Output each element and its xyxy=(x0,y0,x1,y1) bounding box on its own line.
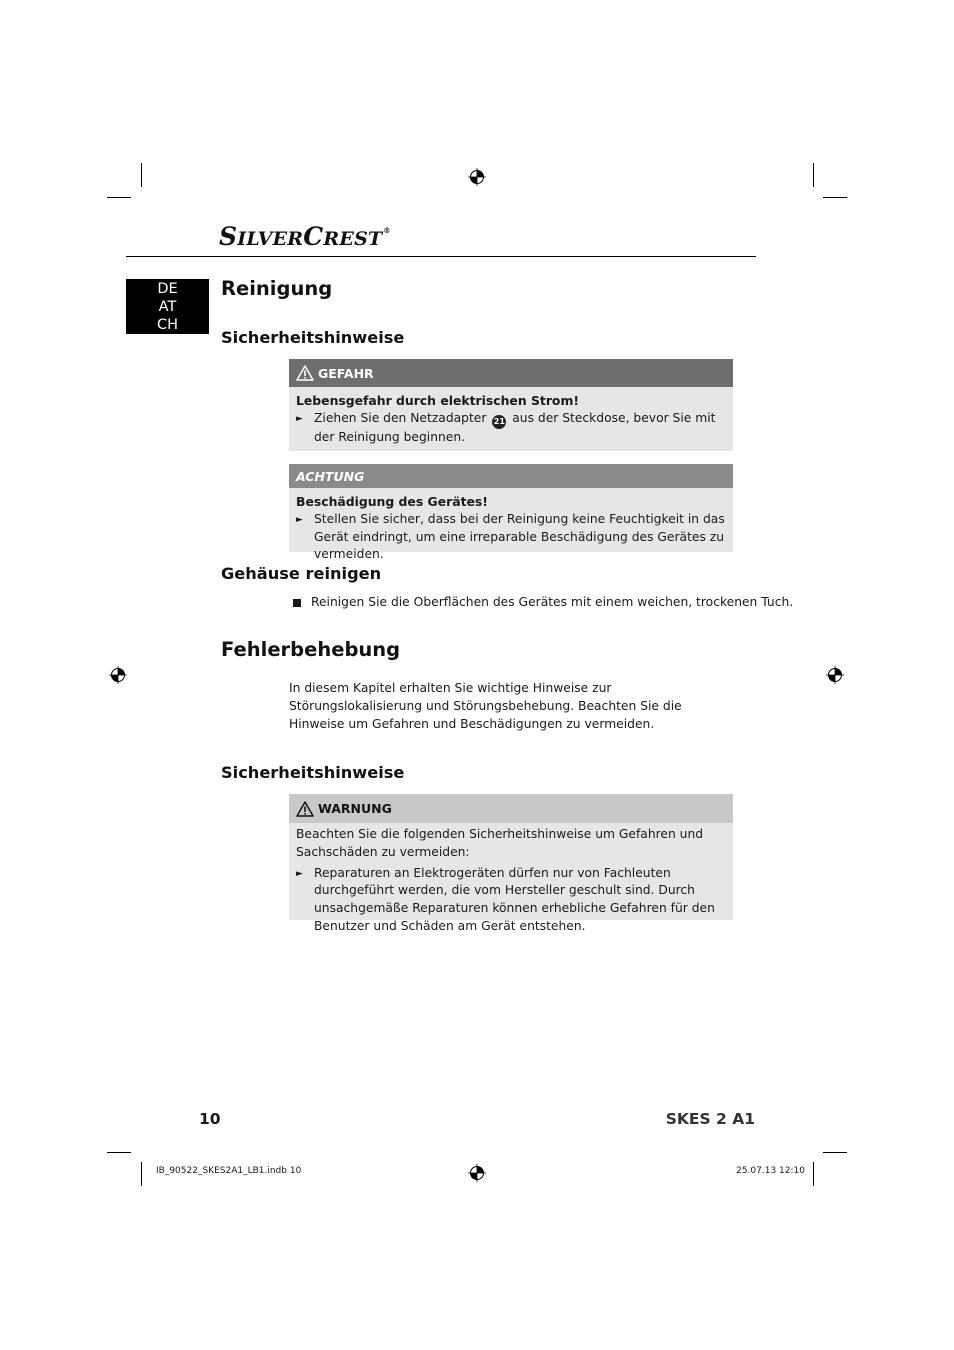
slug-file: IB_90522_SKES2A1_LB1.indb 10 xyxy=(156,1166,302,1176)
danger-bullet: ► Ziehen Sie den Netzadapter 21 aus der Steckdose, bevor Sie mit der Reinigung beginnen. xyxy=(296,410,726,447)
caution-title: Beschädigung des Gerätes! xyxy=(296,494,488,509)
crop-mark xyxy=(823,197,847,198)
lang-ch: CH xyxy=(156,317,179,333)
lang-de: DE xyxy=(157,281,178,297)
registration-mark-icon xyxy=(468,1164,486,1182)
lang-at: AT xyxy=(158,299,177,315)
warning-intro: Beachten Sie die folgenden Sicherheitshinweise um Gefahren und Sachschäden zu vermeiden: xyxy=(296,827,704,859)
warning-box xyxy=(289,794,733,933)
square-bullet-icon xyxy=(293,599,301,607)
warning-bullet: ► Reparaturen an Elektrogeräten dürfen nur von Fachleuten durchgeführt werden, die vom Hersteller geschult sind. Durch unsachgemäße Reparaturen können erhebliche Gefahren für den Benutzer und Schäden am Gerät entstehen. xyxy=(296,865,726,936)
crop-mark xyxy=(823,1152,847,1153)
arrow-bullet-icon: ► xyxy=(296,868,303,879)
brand-logo: SILVERCREST® xyxy=(219,222,391,251)
arrow-bullet-icon: ► xyxy=(296,514,303,525)
slug-date: 25.07.13 12:10 xyxy=(736,1166,805,1176)
section-title-fehlerbehebung: Fehlerbehebung xyxy=(221,638,401,661)
crop-mark xyxy=(813,163,814,187)
warning-label: WARNUNG xyxy=(318,801,392,816)
subsection-title-safety: Sicherheitshinweise xyxy=(221,328,405,347)
intro-paragraph: In diesem Kapitel erhalten Sie wichtige Hinweise zur Störungslokalisierung und Störungsbehebung. Beachten Sie die Hinweise um Gefahren und Beschädigungen zu vermeiden. xyxy=(289,681,682,731)
subsection-title-safety-2: Sicherheitshinweise xyxy=(221,763,405,782)
danger-label: GEFAHR xyxy=(318,365,374,381)
header-rule xyxy=(126,256,756,257)
registration-mark-icon xyxy=(826,666,844,684)
page-number: 10 xyxy=(199,1110,221,1128)
crop-mark xyxy=(107,197,131,198)
crop-mark xyxy=(141,163,142,187)
warning-box-header xyxy=(289,794,733,823)
caution-box xyxy=(289,464,733,562)
danger-box-header xyxy=(289,359,733,387)
caution-label: ACHTUNG xyxy=(296,468,365,484)
arrow-bullet-icon: ► xyxy=(296,413,303,424)
warning-triangle-icon xyxy=(296,365,314,381)
crop-mark xyxy=(107,1152,131,1153)
caution-box-header xyxy=(289,464,733,488)
warning-triangle-icon xyxy=(296,801,314,817)
reference-number-badge: 21 xyxy=(492,415,506,429)
list-item: Reinigen Sie die Oberflächen des Gerätes mit einem weichen, trockenen Tuch. xyxy=(293,595,793,609)
registration-mark-icon xyxy=(109,666,127,684)
caution-bullet: ► Stellen Sie sicher, dass bei der Reinigung keine Feuchtigkeit in das Gerät eindringt, um eine irreparable Beschädigung des Gerätes zu vermeiden. xyxy=(296,511,726,564)
crop-mark xyxy=(813,1162,814,1186)
subsection-title-housing: Gehäuse reinigen xyxy=(221,564,382,583)
danger-box xyxy=(289,359,733,451)
model-number: SKES 2 A1 xyxy=(665,1110,755,1128)
registration-mark-icon xyxy=(468,168,486,186)
section-title-reinigung: Reinigung xyxy=(221,277,333,300)
language-tab xyxy=(126,279,209,334)
crop-mark xyxy=(141,1162,142,1186)
danger-title: Lebensgefahr durch elektrischen Strom! xyxy=(296,393,580,408)
